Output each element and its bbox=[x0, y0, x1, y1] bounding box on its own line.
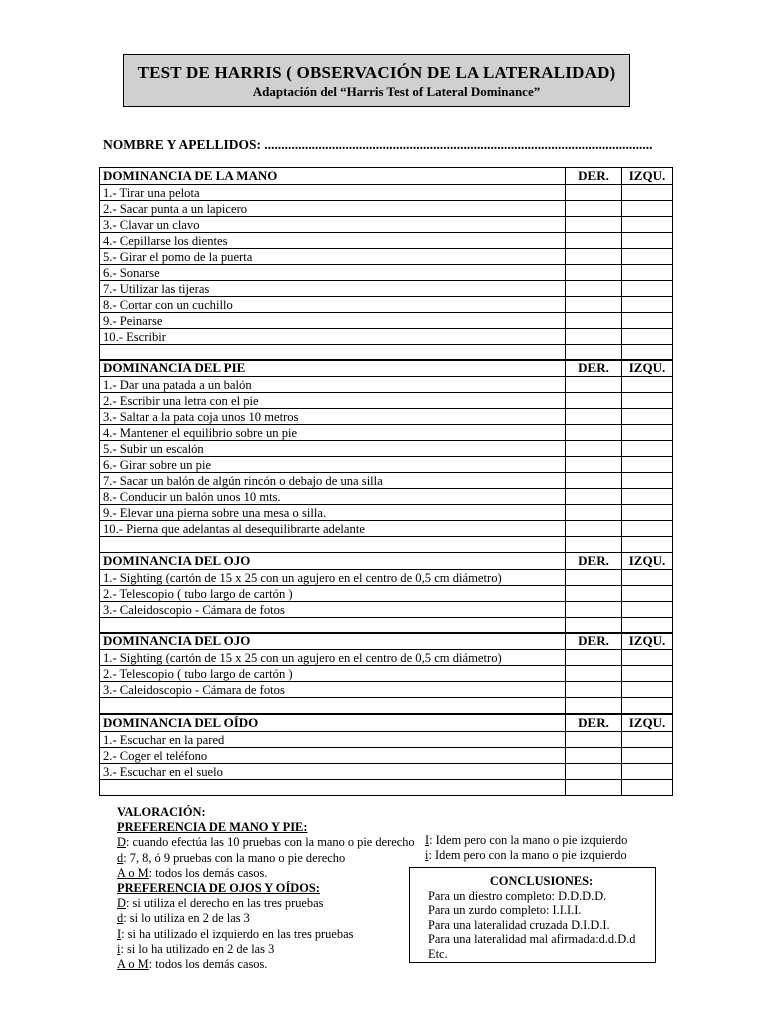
blank-row-cell bbox=[100, 780, 566, 796]
test-item: 3.- Clavar un clavo bbox=[100, 217, 566, 233]
der-checkbox-cell[interactable] bbox=[566, 602, 622, 618]
test-item: 10.- Escribir bbox=[100, 329, 566, 345]
izq-checkbox-cell[interactable] bbox=[622, 570, 673, 586]
test-item: 7.- Utilizar las tijeras bbox=[100, 281, 566, 297]
der-column-header: DER. bbox=[566, 168, 622, 185]
section-pie-table bbox=[99, 359, 673, 553]
blank-row-cell bbox=[100, 537, 566, 553]
table-row bbox=[100, 732, 673, 748]
der-checkbox-cell[interactable] bbox=[566, 521, 622, 537]
test-item: 2.- Sacar punta a un lapicero bbox=[100, 201, 566, 217]
conclusion-line: Para una lateralidad mal afirmada:d.d.D.d bbox=[428, 932, 636, 947]
izq-checkbox-cell[interactable] bbox=[622, 233, 673, 249]
table-row bbox=[100, 233, 673, 249]
test-item: 9.- Peinarse bbox=[100, 313, 566, 329]
test-item: 3.- Saltar a la pata coja unos 10 metros bbox=[100, 409, 566, 425]
page-subtitle: Adaptación del “Harris Test of Lateral Dominance” bbox=[252, 84, 541, 99]
izq-column-header: IZQU. bbox=[622, 553, 673, 570]
der-checkbox-cell[interactable] bbox=[566, 313, 622, 329]
der-checkbox-cell[interactable] bbox=[566, 441, 622, 457]
table-row bbox=[100, 457, 673, 473]
der-checkbox-cell[interactable] bbox=[566, 650, 622, 666]
ojos-oidos-AoM: A o M: todos los demás casos. bbox=[117, 957, 268, 972]
table-row bbox=[100, 650, 673, 666]
der-checkbox-cell[interactable] bbox=[566, 537, 622, 553]
mano-pie-i: i: Idem pero con la mano o pie izquierdo bbox=[425, 848, 627, 863]
table-row bbox=[100, 201, 673, 217]
izq-checkbox-cell[interactable] bbox=[622, 457, 673, 473]
izq-checkbox-cell[interactable] bbox=[622, 297, 673, 313]
der-checkbox-cell[interactable] bbox=[566, 764, 622, 780]
table-row bbox=[100, 666, 673, 682]
table-row bbox=[100, 265, 673, 281]
table-row bbox=[100, 586, 673, 602]
der-checkbox-cell[interactable] bbox=[566, 329, 622, 345]
izq-checkbox-cell[interactable] bbox=[622, 473, 673, 489]
izq-checkbox-cell[interactable] bbox=[622, 201, 673, 217]
der-checkbox-cell[interactable] bbox=[566, 393, 622, 409]
ojos-oidos-D: D: si utiliza el derecho en las tres pruebas bbox=[117, 896, 324, 911]
test-item: 3.- Caleidoscopio - Cámara de fotos bbox=[100, 602, 566, 618]
table-row bbox=[100, 537, 673, 553]
izq-checkbox-cell[interactable] bbox=[622, 217, 673, 233]
izq-column-header: IZQU. bbox=[622, 715, 673, 732]
izq-checkbox-cell[interactable] bbox=[622, 682, 673, 698]
izq-checkbox-cell[interactable] bbox=[622, 505, 673, 521]
mano-pie-D: D: cuando efectúa las 10 pruebas con la mano o pie derecho bbox=[117, 835, 415, 850]
table-row bbox=[100, 313, 673, 329]
table-row bbox=[100, 489, 673, 505]
test-item: 1.- Tirar una pelota bbox=[100, 185, 566, 201]
izq-checkbox-cell[interactable] bbox=[622, 313, 673, 329]
table-row bbox=[100, 185, 673, 201]
der-column-header: DER. bbox=[566, 715, 622, 732]
conclusion-line: Para un zurdo completo: I.I.I.I. bbox=[428, 903, 582, 918]
table-row bbox=[100, 748, 673, 764]
table-row bbox=[100, 393, 673, 409]
test-item: 9.- Elevar una pierna sobre una mesa o silla. bbox=[100, 505, 566, 521]
der-checkbox-cell[interactable] bbox=[566, 409, 622, 425]
section-header bbox=[100, 168, 673, 185]
izq-checkbox-cell[interactable] bbox=[622, 425, 673, 441]
test-item: 8.- Cortar con un cuchillo bbox=[100, 297, 566, 313]
mano-pie-I: I: Idem pero con la mano o pie izquierdo bbox=[425, 833, 628, 847]
ojos-oidos-d: d: si lo utiliza en 2 de las 3 bbox=[117, 911, 250, 926]
izq-checkbox-cell[interactable] bbox=[622, 586, 673, 602]
table-row bbox=[100, 764, 673, 780]
table-row bbox=[100, 698, 673, 714]
izq-checkbox-cell[interactable] bbox=[622, 537, 673, 553]
der-checkbox-cell[interactable] bbox=[566, 780, 622, 796]
test-item: 1.- Sighting (cartón de 15 x 25 con un agujero en el centro de 0,5 cm diámetro) bbox=[100, 570, 566, 586]
table-row bbox=[100, 505, 673, 521]
valoracion-title: VALORACIÓN: bbox=[117, 805, 206, 819]
der-checkbox-cell[interactable] bbox=[566, 281, 622, 297]
izq-checkbox-cell[interactable] bbox=[622, 329, 673, 345]
mano-pie-AoM: A o M: todos los demás casos. bbox=[117, 865, 268, 880]
izq-checkbox-cell[interactable] bbox=[622, 441, 673, 457]
test-item: 1.- Dar una patada a un balón bbox=[100, 377, 566, 393]
section-ojo-table bbox=[99, 552, 673, 634]
der-checkbox-cell[interactable] bbox=[566, 265, 622, 281]
test-item: 7.- Sacar un balón de algún rincón o debajo de una silla bbox=[100, 473, 566, 489]
der-checkbox-cell[interactable] bbox=[566, 425, 622, 441]
izq-checkbox-cell[interactable] bbox=[622, 185, 673, 201]
der-checkbox-cell[interactable] bbox=[566, 666, 622, 682]
table-row bbox=[100, 602, 673, 618]
test-item: 8.- Conducir un balón unos 10 mts. bbox=[100, 489, 566, 505]
test-item: 1.- Escuchar en la pared bbox=[100, 732, 566, 748]
table-row bbox=[100, 570, 673, 586]
table-row bbox=[100, 682, 673, 698]
table-row bbox=[100, 217, 673, 233]
test-item: 2.- Escribir una letra con el pie bbox=[100, 393, 566, 409]
section-title: DOMINANCIA DEL PIE bbox=[100, 360, 566, 377]
section-title: DOMINANCIA DE LA MANO bbox=[100, 168, 566, 185]
conclusion-line: Para un diestro completo: D.D.D.D. bbox=[428, 888, 607, 903]
test-item: 4.- Mantener el equilibrio sobre un pie bbox=[100, 425, 566, 441]
table-row bbox=[100, 425, 673, 441]
izq-checkbox-cell[interactable] bbox=[622, 489, 673, 505]
izq-checkbox-cell[interactable] bbox=[622, 780, 673, 796]
der-checkbox-cell[interactable] bbox=[566, 457, 622, 473]
izq-checkbox-cell[interactable] bbox=[622, 265, 673, 281]
der-checkbox-cell[interactable] bbox=[566, 732, 622, 748]
section-title: DOMINANCIA DEL OJO bbox=[100, 633, 566, 650]
mano-pie-title: PREFERENCIA DE MANO Y PIE: bbox=[117, 820, 308, 835]
valoracion bbox=[117, 805, 415, 972]
der-checkbox-cell[interactable] bbox=[566, 682, 622, 698]
izq-checkbox-cell[interactable] bbox=[622, 650, 673, 666]
der-checkbox-cell[interactable] bbox=[566, 586, 622, 602]
izq-checkbox-cell[interactable] bbox=[622, 764, 673, 780]
test-item: 3.- Escuchar en el suelo bbox=[100, 764, 566, 780]
izq-checkbox-cell[interactable] bbox=[622, 249, 673, 265]
table-row bbox=[100, 377, 673, 393]
mano-pie-d: d: 7, 8, ó 9 pruebas con la mano o pie derecho bbox=[117, 850, 346, 865]
der-checkbox-cell[interactable] bbox=[566, 297, 622, 313]
izq-column-header: IZQU. bbox=[622, 633, 673, 650]
test-item: 5.- Subir un escalón bbox=[100, 441, 566, 457]
test-item: 10.- Pierna que adelantas al desequilibrarte adelante bbox=[100, 521, 566, 537]
izq-checkbox-cell[interactable] bbox=[622, 698, 673, 714]
test-item: 6.- Sonarse bbox=[100, 265, 566, 281]
table-row bbox=[100, 281, 673, 297]
izq-checkbox-cell[interactable] bbox=[622, 393, 673, 409]
table-row bbox=[100, 409, 673, 425]
conclusiones-title: CONCLUSIONES: bbox=[489, 874, 594, 888]
der-checkbox-cell[interactable] bbox=[566, 570, 622, 586]
test-item: 4.- Cepillarse los dientes bbox=[100, 233, 566, 249]
section-oido-table bbox=[99, 714, 673, 796]
test-item: 2.- Telescopio ( tubo largo de cartón ) bbox=[100, 666, 566, 682]
table-row bbox=[100, 329, 673, 345]
table-row bbox=[100, 249, 673, 265]
der-checkbox-cell[interactable] bbox=[566, 217, 622, 233]
izq-checkbox-cell[interactable] bbox=[622, 602, 673, 618]
conclusion-line: Etc. bbox=[428, 946, 448, 961]
table-row bbox=[100, 473, 673, 489]
valoracion-izquierdo bbox=[425, 833, 627, 863]
page-title: TEST DE HARRIS ( OBSERVACIÓN DE LA LATERALIDAD) bbox=[137, 63, 616, 82]
section-ojo-2-table bbox=[99, 632, 673, 714]
der-checkbox-cell[interactable] bbox=[566, 185, 622, 201]
section-mano-table bbox=[99, 167, 673, 361]
ojos-oidos-I: I: si ha utilizado el izquierdo en las tres pruebas bbox=[117, 926, 354, 941]
izq-checkbox-cell[interactable] bbox=[622, 748, 673, 764]
izq-checkbox-cell[interactable] bbox=[622, 732, 673, 748]
izq-checkbox-cell[interactable] bbox=[622, 521, 673, 537]
section-header bbox=[100, 553, 673, 570]
test-item: 2.- Telescopio ( tubo largo de cartón ) bbox=[100, 586, 566, 602]
test-item: 5.- Girar el pomo de la puerta bbox=[100, 249, 566, 265]
der-checkbox-cell[interactable] bbox=[566, 233, 622, 249]
der-checkbox-cell[interactable] bbox=[566, 748, 622, 764]
der-checkbox-cell[interactable] bbox=[566, 698, 622, 714]
izq-checkbox-cell[interactable] bbox=[622, 666, 673, 682]
conclusiones-box bbox=[409, 867, 656, 963]
ojos-oidos-i: i: si lo ha utilizado en 2 de las 3 bbox=[117, 941, 275, 956]
izq-column-header: IZQU. bbox=[622, 168, 673, 185]
test-item: 6.- Girar sobre un pie bbox=[100, 457, 566, 473]
table-row bbox=[100, 780, 673, 796]
izq-checkbox-cell[interactable] bbox=[622, 409, 673, 425]
nombre-field[interactable]: NOMBRE Y APELLIDOS: ................................................................................................................... bbox=[103, 137, 653, 152]
section-title: DOMINANCIA DEL OÍDO bbox=[100, 715, 566, 732]
izq-column-header: IZQU. bbox=[622, 360, 673, 377]
section-title: DOMINANCIA DEL OJO bbox=[100, 553, 566, 570]
section-header bbox=[100, 715, 673, 732]
test-item: 2.- Coger el teléfono bbox=[100, 748, 566, 764]
der-checkbox-cell[interactable] bbox=[566, 249, 622, 265]
section-header bbox=[100, 633, 673, 650]
izq-checkbox-cell[interactable] bbox=[622, 377, 673, 393]
der-checkbox-cell[interactable] bbox=[566, 201, 622, 217]
blank-row-cell bbox=[100, 698, 566, 714]
test-item: 1.- Sighting (cartón de 15 x 25 con un agujero en el centro de 0,5 cm diámetro) bbox=[100, 650, 566, 666]
conclusion-line: Para una lateralidad cruzada D.I.D.I. bbox=[428, 917, 610, 932]
der-checkbox-cell[interactable] bbox=[566, 377, 622, 393]
der-column-header: DER. bbox=[566, 633, 622, 650]
table-row bbox=[100, 297, 673, 313]
title-box bbox=[123, 54, 630, 107]
test-item: 3.- Caleidoscopio - Cámara de fotos bbox=[100, 682, 566, 698]
der-checkbox-cell[interactable] bbox=[566, 473, 622, 489]
table-row bbox=[100, 521, 673, 537]
der-column-header: DER. bbox=[566, 553, 622, 570]
section-header bbox=[100, 360, 673, 377]
table-row bbox=[100, 441, 673, 457]
der-column-header: DER. bbox=[566, 360, 622, 377]
ojos-oidos-title: PREFERENCIA DE OJOS Y OÍDOS: bbox=[117, 881, 320, 896]
izq-checkbox-cell[interactable] bbox=[622, 281, 673, 297]
der-checkbox-cell[interactable] bbox=[566, 489, 622, 505]
der-checkbox-cell[interactable] bbox=[566, 505, 622, 521]
